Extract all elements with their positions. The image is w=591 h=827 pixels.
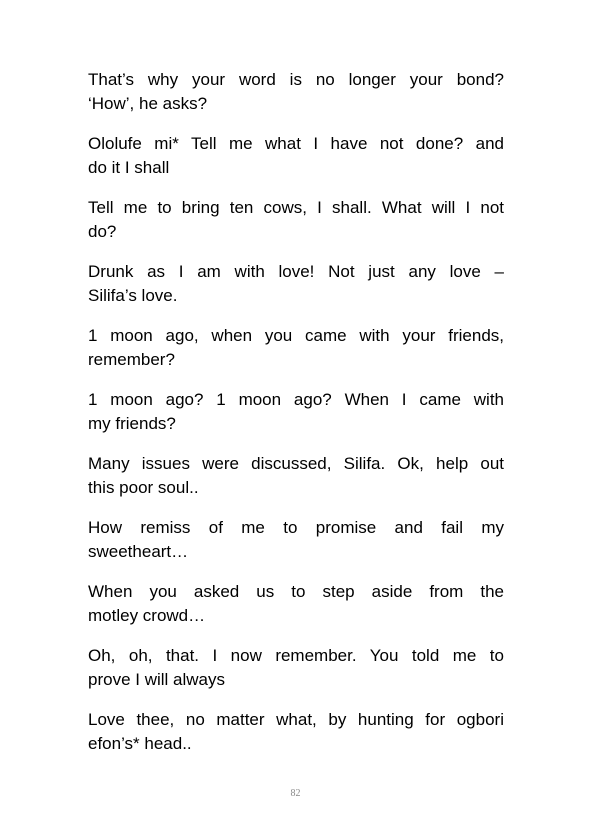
paragraph — [88, 708, 504, 756]
body-text — [88, 68, 504, 772]
text-line: do? — [88, 222, 117, 241]
text-line: When you asked us to step aside from the — [88, 582, 504, 601]
text-line: Ololufe mi* Tell me what I have not done? and — [88, 134, 504, 153]
paragraph — [88, 68, 504, 116]
paragraph — [88, 260, 504, 308]
text-line: this poor soul.. — [88, 478, 199, 497]
page-number: 82 — [290, 788, 301, 799]
paragraph — [88, 644, 504, 692]
text-line: remember? — [88, 350, 175, 369]
text-line: sweetheart… — [88, 542, 189, 561]
paragraph — [88, 388, 504, 436]
text-line: Tell me to bring ten cows, I shall. What will I not — [88, 198, 504, 217]
text-line: efon’s* head.. — [88, 734, 192, 753]
paragraph — [88, 452, 504, 500]
text-line: ‘How’, he asks? — [88, 94, 208, 113]
paragraph — [88, 580, 504, 628]
text-line: Drunk as I am with love! Not just any love – — [88, 262, 504, 281]
text-line: How remiss of me to promise and fail my — [88, 518, 504, 537]
text-line: motley crowd… — [88, 606, 206, 625]
text-line: Silifa’s love. — [88, 286, 178, 305]
paragraph — [88, 324, 504, 372]
paragraph — [88, 132, 504, 180]
text-line: 1 moon ago? 1 moon ago? When I came with — [88, 390, 504, 409]
text-line: That’s why your word is no longer your bond? — [88, 70, 504, 89]
paragraph — [88, 516, 504, 564]
text-line: my friends? — [88, 414, 176, 433]
text-line: Many issues were discussed, Silifa. Ok, help out — [88, 454, 504, 473]
text-line: prove I will always — [88, 670, 225, 689]
text-line: Love thee, no matter what, by hunting for ogbori — [88, 710, 504, 729]
text-line: 1 moon ago, when you came with your friends, — [88, 326, 504, 345]
paragraph — [88, 196, 504, 244]
text-line: Oh, oh, that. I now remember. You told me to — [88, 646, 504, 665]
text-line: do it I shall — [88, 158, 170, 177]
